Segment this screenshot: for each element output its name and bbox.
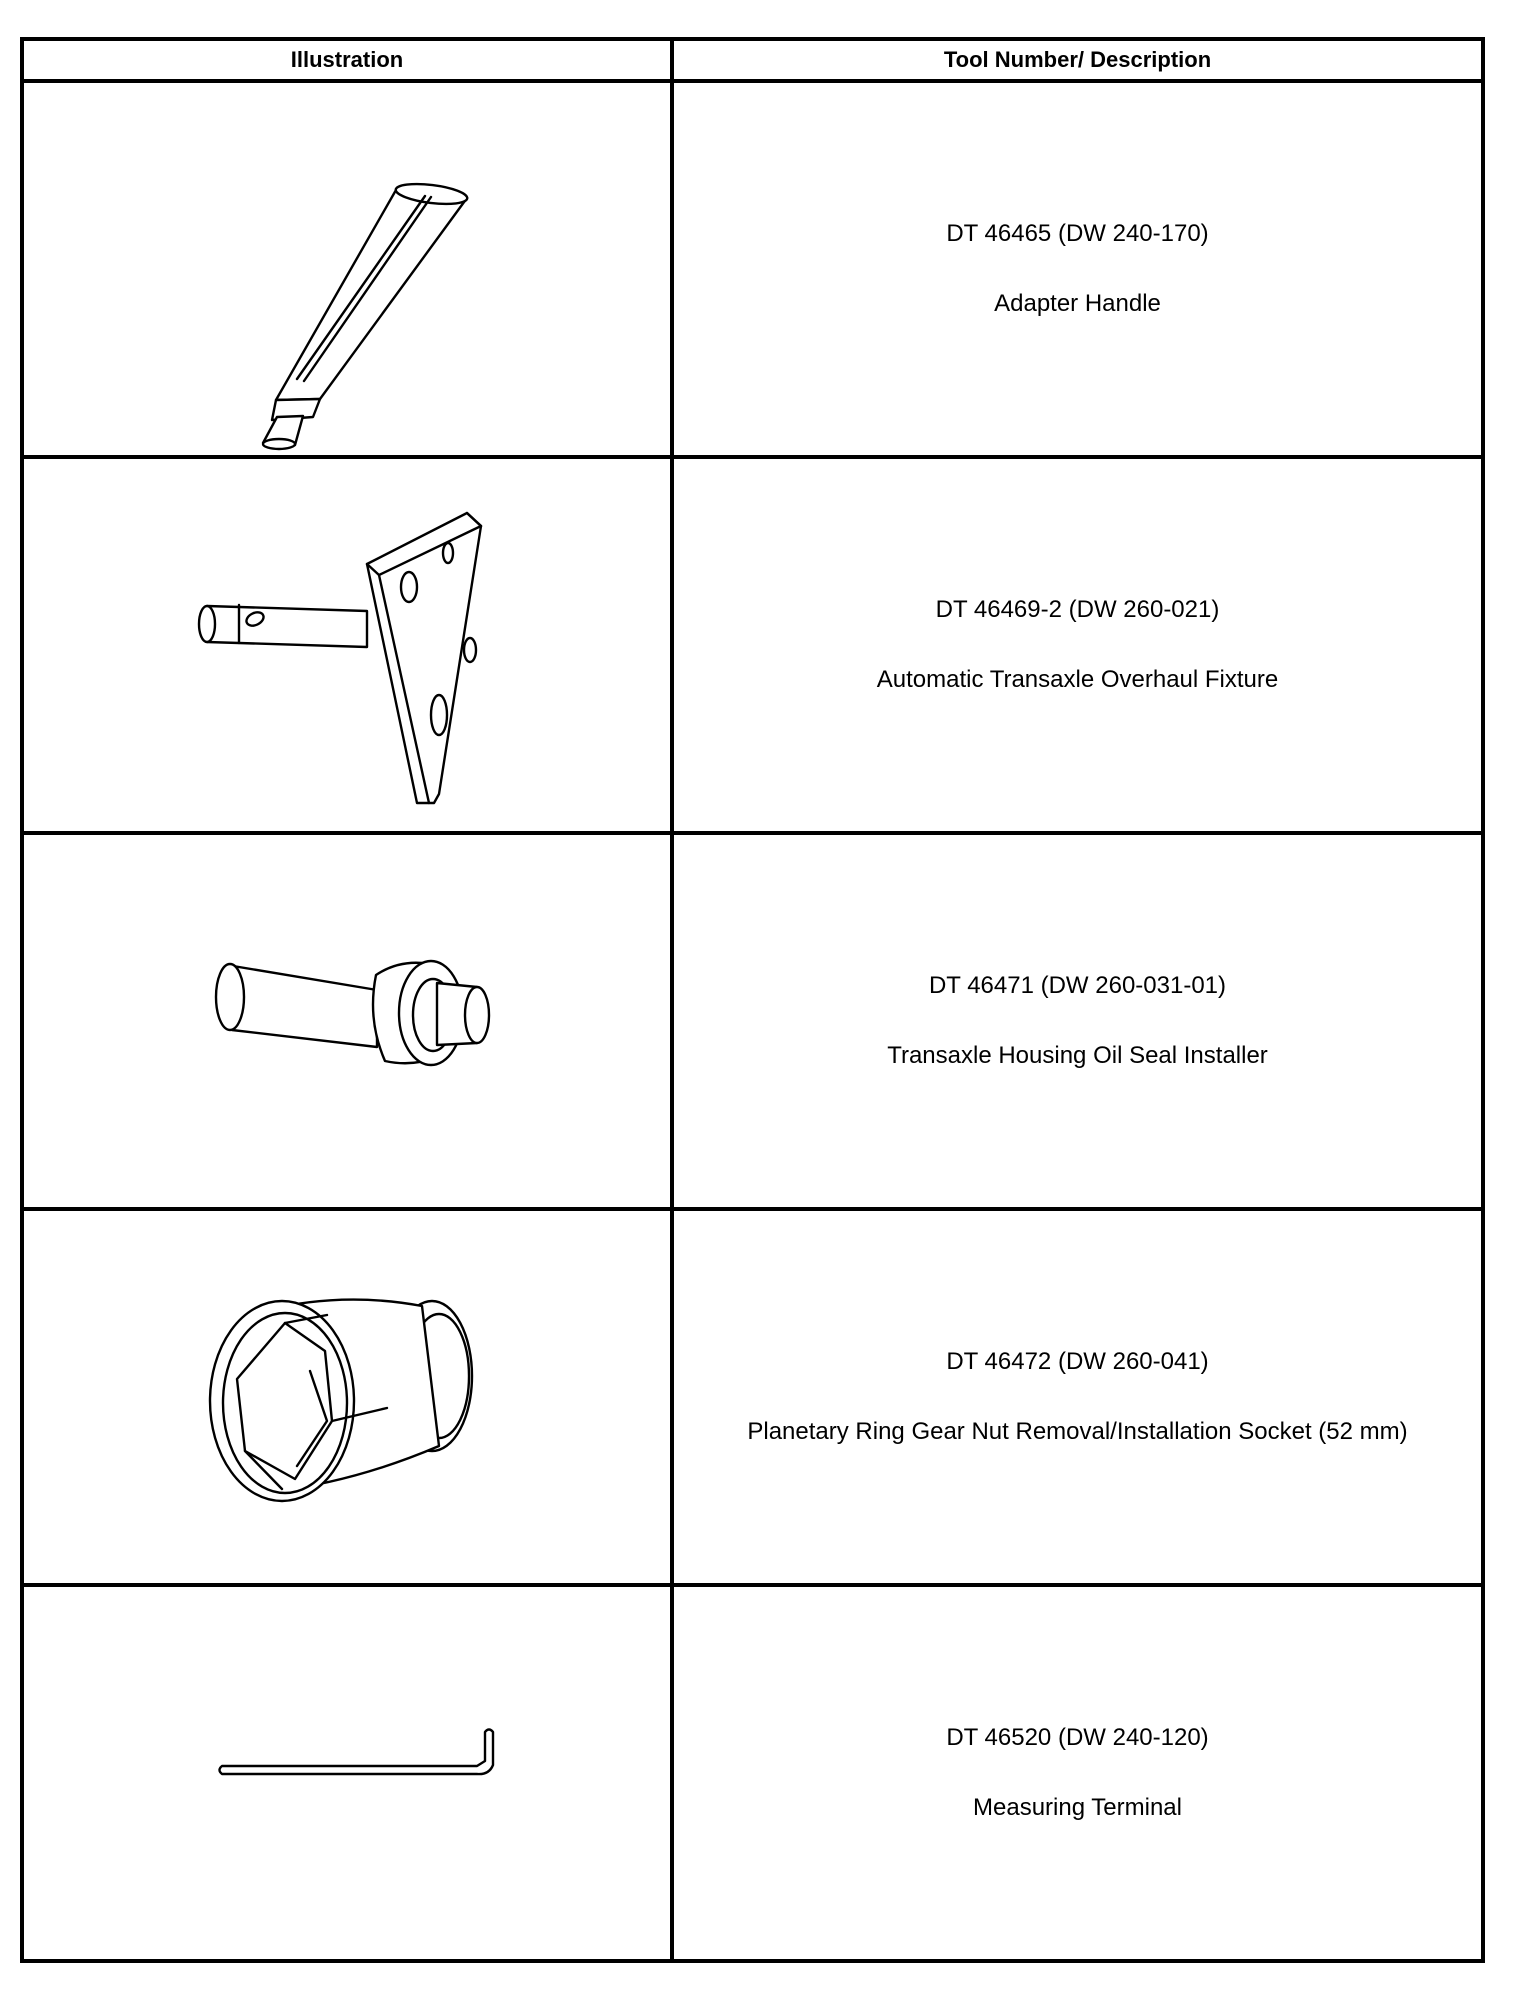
table-row — [22, 833, 1483, 1209]
tool-table — [20, 37, 1485, 1963]
tool-name: Automatic Transaxle Overhaul Fixture — [876, 666, 1279, 693]
header-description: Tool Number/ Description — [672, 39, 1483, 81]
measuring-terminal-icon — [27, 1587, 667, 1959]
table-row — [22, 1585, 1483, 1961]
illustration-cell — [22, 457, 672, 833]
illustration-cell — [22, 81, 672, 457]
tool-number: DT 46471 (DW 260-031-01) — [928, 972, 1227, 999]
description-cell — [672, 833, 1483, 1209]
description-cell — [672, 1585, 1483, 1961]
tool-number: DT 46520 (DW 240-120) — [946, 1724, 1209, 1751]
tool-number: DT 46469-2 (DW 260-021) — [935, 596, 1220, 623]
socket-icon — [27, 1211, 667, 1583]
illustration-cell — [22, 833, 672, 1209]
tool-name: Planetary Ring Gear Nut Removal/Installation Socket (52 mm) — [747, 1418, 1408, 1445]
tool-number: DT 46465 (DW 240-170) — [946, 220, 1209, 247]
adapter-handle-icon — [27, 83, 667, 455]
seal-installer-icon — [27, 835, 667, 1207]
table-row — [22, 457, 1483, 833]
description-cell — [672, 457, 1483, 833]
illustration-cell — [22, 1209, 672, 1585]
table-row — [22, 81, 1483, 457]
header-illustration: Illustration — [22, 39, 672, 81]
illustration-cell — [22, 1585, 672, 1961]
overhaul-fixture-icon — [27, 459, 667, 831]
tool-name: Measuring Terminal — [973, 1794, 1182, 1821]
tool-name: Adapter Handle — [994, 290, 1161, 317]
table-row — [22, 1209, 1483, 1585]
tool-name: Transaxle Housing Oil Seal Installer — [887, 1042, 1268, 1069]
tool-number: DT 46472 (DW 260-041) — [946, 1348, 1209, 1375]
description-cell — [672, 1209, 1483, 1585]
table-header-row — [22, 39, 1483, 81]
description-cell — [672, 81, 1483, 457]
